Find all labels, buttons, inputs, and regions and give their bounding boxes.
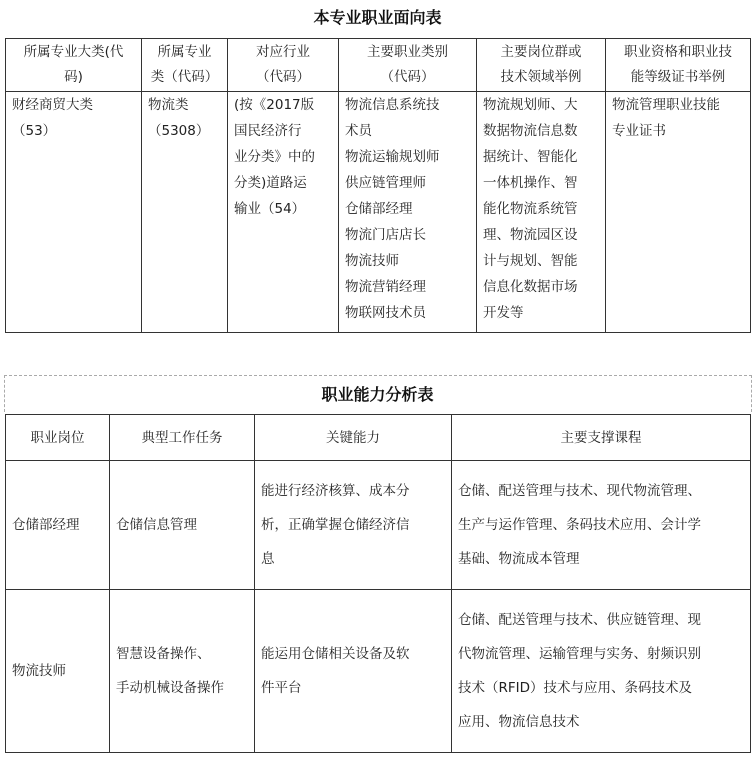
ability-analysis-table: [5, 414, 751, 753]
header-position: 职业岗位: [6, 415, 110, 461]
cell-major-class: 物流类 （5308）: [142, 92, 228, 333]
header-task: 典型工作任务: [110, 415, 255, 461]
header-occupation-category: 主要职业类别 （代码）: [339, 39, 477, 92]
header-major-class: 所属专业 类（代码）: [142, 39, 228, 92]
cell-major-category: 财经商贸大类 （53）: [6, 92, 142, 333]
table1-title: 本专业职业面向表: [313, 8, 442, 27]
header-ability: 关键能力: [255, 415, 452, 461]
cell-task: 智慧设备操作、 手动机械设备操作: [110, 590, 255, 753]
table-row: [6, 590, 751, 753]
header-industry: 对应行业 （代码）: [228, 39, 339, 92]
table-row: [6, 92, 751, 333]
cell-industry: (按《2017版 国民经济行 业分类》中的 分类)道路运 输业（54）: [228, 92, 339, 333]
cell-ability: 能进行经济核算、成本分 析，正确掌握仓储经济信 息: [255, 461, 452, 590]
table2-title: 职业能力分析表: [321, 385, 434, 404]
cell-courses: 仓储、配送管理与技术、供应链管理、现 代物流管理、运输管理与实务、射频识别 技术（RFID）技术与应用、条码技术及 应用、物流信息技术: [452, 590, 751, 753]
cell-certificates: 物流管理职业技能 专业证书: [606, 92, 751, 333]
occupation-orientation-table: [5, 38, 751, 333]
cell-task: 仓储信息管理: [110, 461, 255, 590]
cell-courses: 仓储、配送管理与技术、现代物流管理、 生产与运作管理、条码技术应用、会计学 基础、物流成本管理: [452, 461, 751, 590]
header-courses: 主要支撑课程: [452, 415, 751, 461]
cell-occupation-category: 物流信息系统技 术员 物流运输规划师 供应链管理师 仓储部经理 物流门店店长 物流技师 物流营销经理 物联网技术员: [339, 92, 477, 333]
table1-header-row: [6, 39, 751, 92]
cell-position: 仓储部经理: [6, 461, 110, 590]
cell-position: 物流技师: [6, 590, 110, 753]
table-row: [6, 461, 751, 590]
cell-ability: 能运用仓储相关设备及软 件平台: [255, 590, 452, 753]
header-position-group: 主要岗位群或 技术领域举例: [477, 39, 606, 92]
cell-position-group: 物流规划师、大 数据物流信息数 据统计、智能化 一体机操作、智 能化物流系统管 理、物流园区设 计与规划、智能 信息化数据市场 开发等: [477, 92, 606, 333]
header-major-category: 所属专业大类(代 码): [6, 39, 142, 92]
table2-header-row: [6, 415, 751, 461]
header-certificates: 职业资格和职业技 能等级证书举例: [606, 39, 751, 92]
